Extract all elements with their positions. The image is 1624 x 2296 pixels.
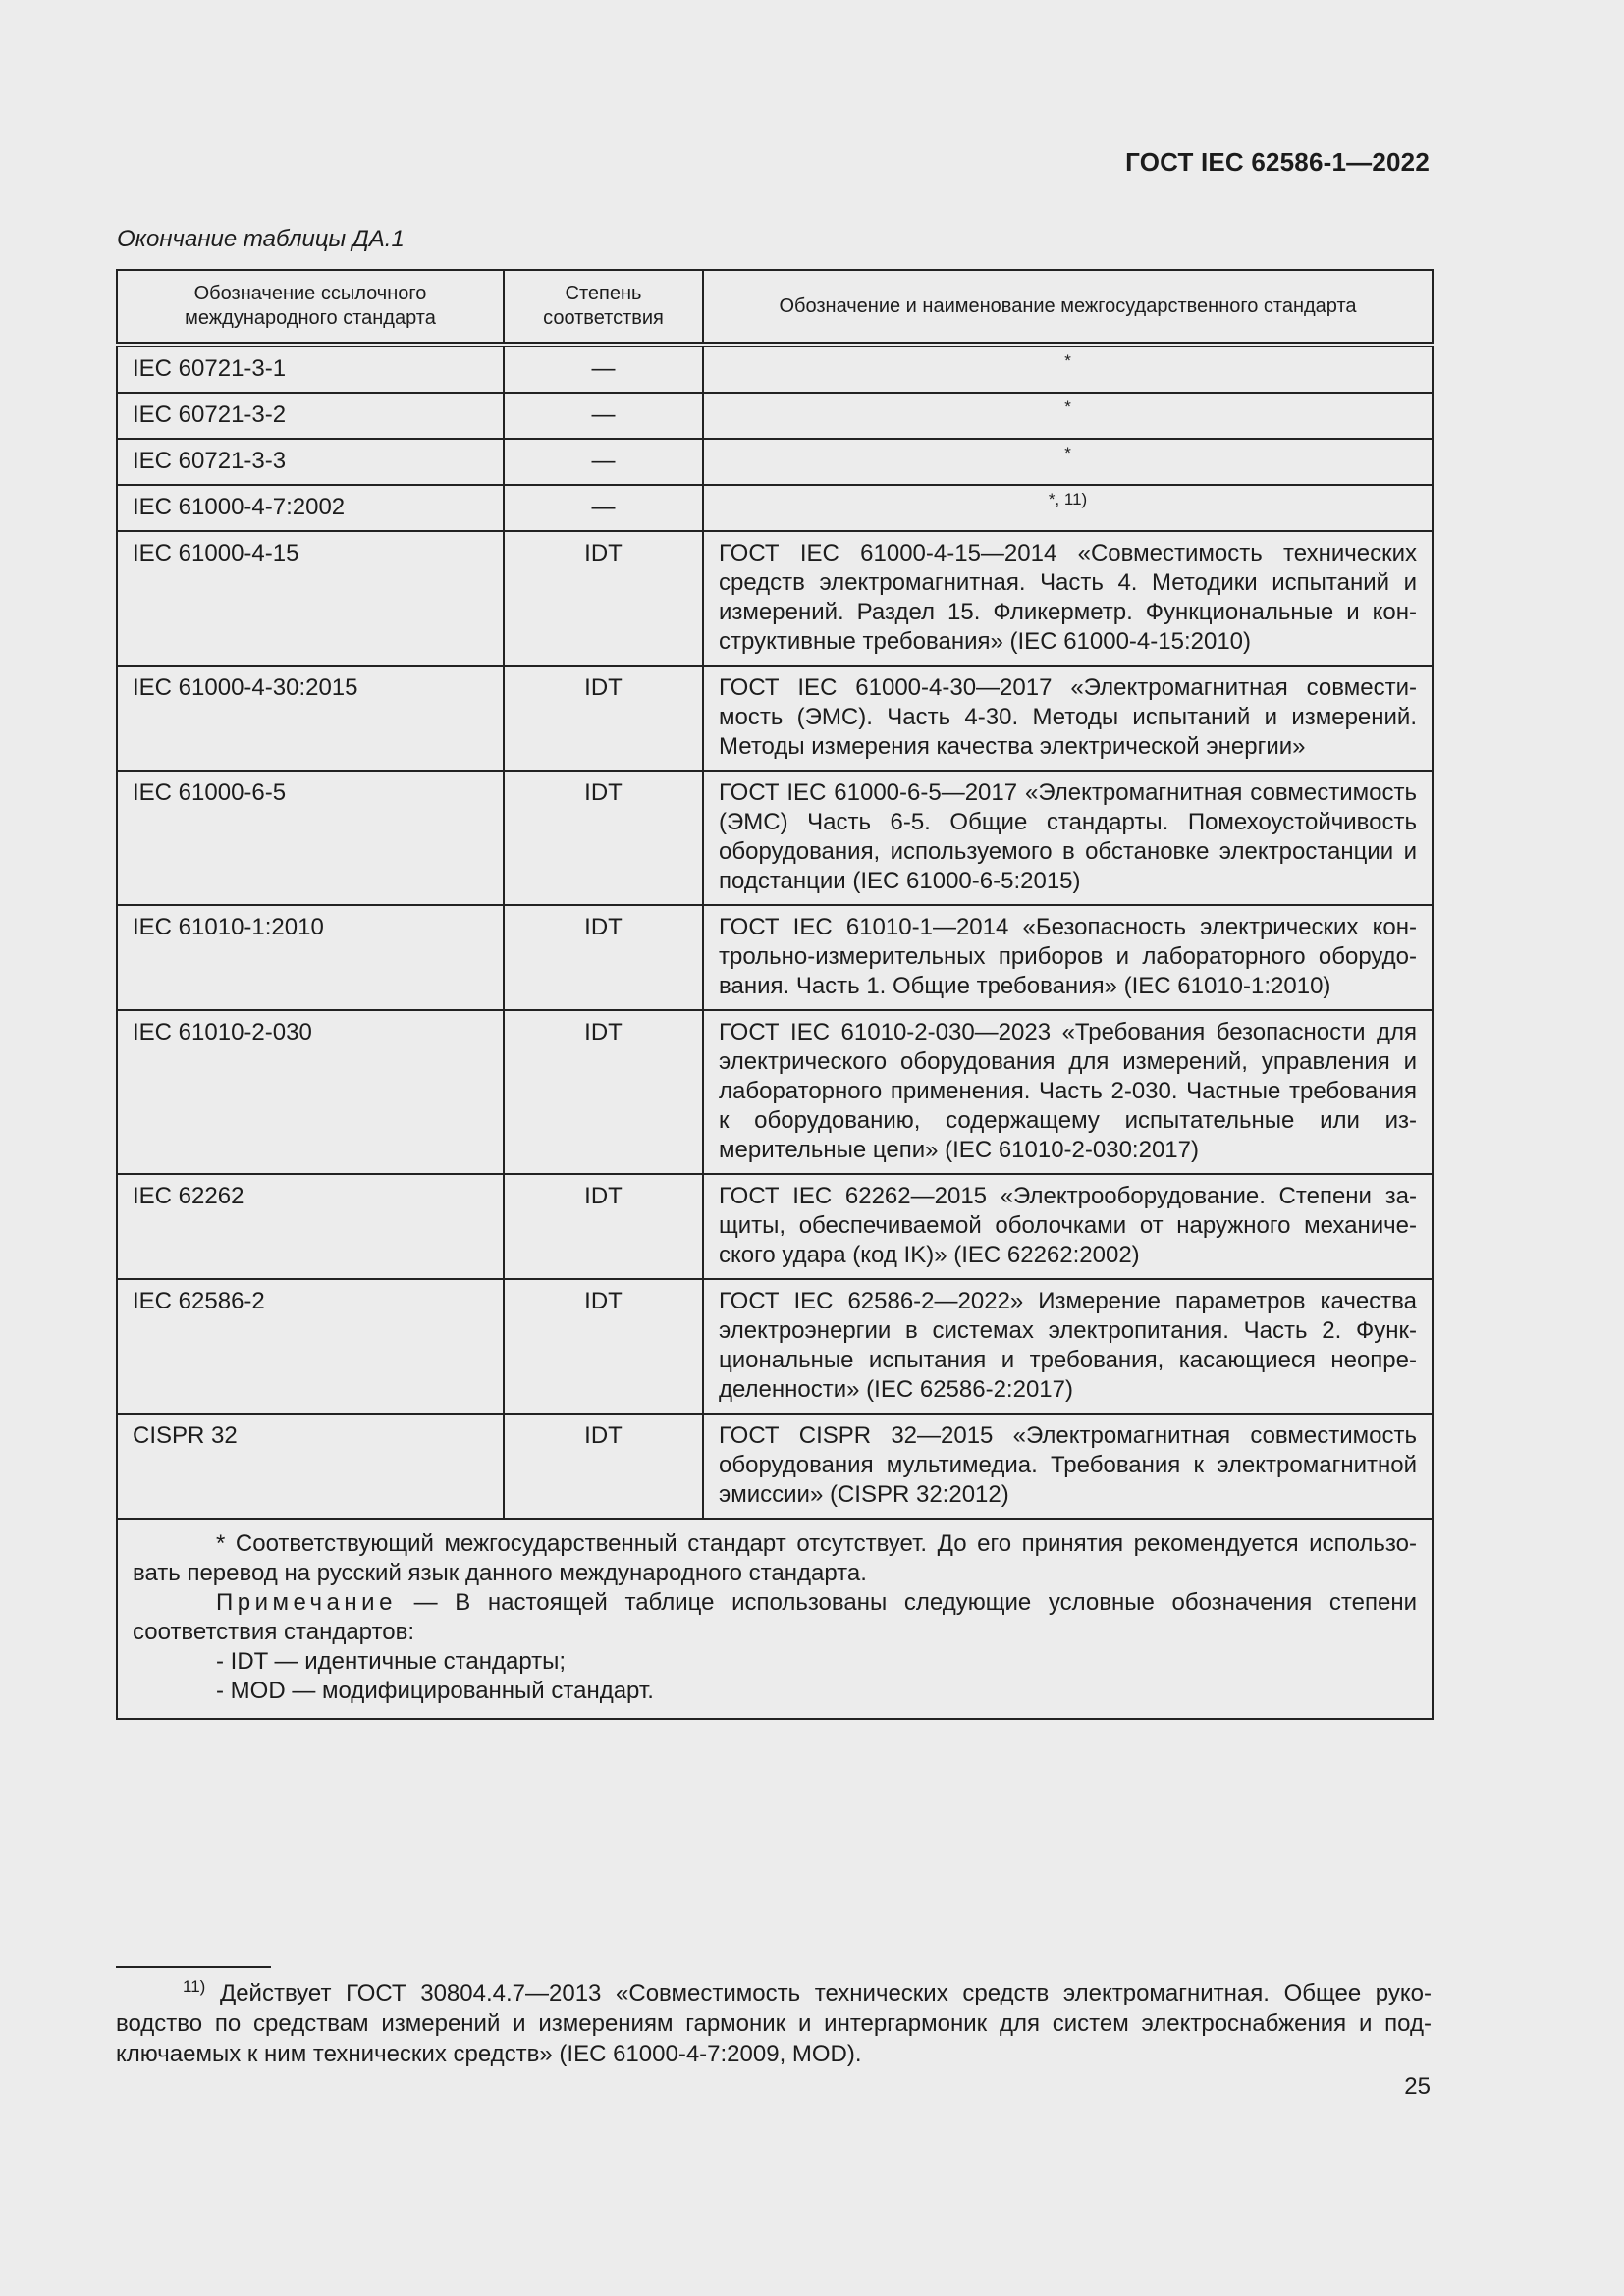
table-row [117,1414,1433,1519]
table-caption: Окончание таблицы ДА.1 [117,226,405,252]
ref-cell: IEC 62262 [117,1174,504,1279]
degree-cell: IDT [504,905,703,1010]
ref-cell: IEC 61010-1:2010 [117,905,504,1010]
degree-cell: — [504,393,703,439]
degree-cell: — [504,345,703,393]
table-row [117,531,1433,666]
table-row [117,666,1433,771]
ref-cell: IEC 61000-4-15 [117,531,504,666]
degree-cell: — [504,485,703,531]
table-row [117,393,1433,439]
table-row [117,1279,1433,1414]
name-cell: ГОСТ IEC 61000-6-5—2017 «Электромагнитная совместимость (ЭМС) Часть 6-5. Общие стандарты. Помехоустойчивость оборудования, используемого в обстановке электростанции и подстанции (IEC 61000-6-5:2015) [703,771,1433,905]
table-header-row [117,270,1433,345]
name-cell: ГОСТ IEC 62262—2015 «Электрооборудование. Степени защиты, обеспечиваемой оболочками от наружного механического удара (код IK)» (IEC 62262:2002) [703,1174,1433,1279]
ref-cell: IEC 61000-4-30:2015 [117,666,504,771]
note-list-item: - MOD — модифицированный стандарт. [216,1678,654,1704]
note-text: — В настоящей таблице использованы следующие условные обозначения степени соответствия стандартов: [133,1589,1417,1645]
table-notes-row [117,1519,1433,1719]
table-row [117,905,1433,1010]
name-cell: ГОСТ IEC 62586-2—2022» Измерение параметров качества электроэнергии в системах электропитания. Часть 2. Функциональные испытания и требования, касающиеся неопределенности» (IEC 62586-2:2017) [703,1279,1433,1414]
name-cell: * [703,345,1433,393]
degree-cell: IDT [504,1279,703,1414]
name-cell: ГОСТ IEC 61010-1—2014 «Безопасность электрических контрольно-измерительных приборов и лабораторного оборудования. Часть 1. Общие требования» (IEC 61010-1:2010) [703,905,1433,1010]
page-number: 25 [1404,2073,1431,2100]
ref-cell: IEC 62586-2 [117,1279,504,1414]
header-ref-standard: Обозначение ссылочного международного стандарта [117,270,504,345]
document-code: ГОСТ IEC 62586-1—2022 [1125,147,1430,177]
ref-cell: IEC 61010-2-030 [117,1010,504,1174]
name-cell: * [703,439,1433,485]
table-row [117,771,1433,905]
standards-table [116,269,1434,1720]
table-notes [117,1519,1433,1719]
name-cell: ГОСТ IEC 61000-4-30—2017 «Электромагнитная совместимость (ЭМС). Часть 4-30. Методы испытаний и измерений. Методы измерения качества электрической энергии» [703,666,1433,771]
ref-cell: IEC 61000-6-5 [117,771,504,905]
name-cell: * [703,393,1433,439]
asterisk-note: * Соответствующий межгосударственный стандарт отсутствует. До его принятия рекомендуется использовать перевод на русский язык данного международного стандарта. [133,1530,1417,1586]
footnote-marker: 11) [183,1977,206,1996]
name-cell: ГОСТ IEC 61000-4-15—2014 «Совместимость технических средств электромагнитная. Часть 4. Методики испытаний и измерений. Раздел 15. Фликерметр. Функциональные и конструктивные требования» (IEC 61000-4-15:2010) [703,531,1433,666]
ref-cell: IEC 60721-3-1 [117,345,504,393]
table-row [117,439,1433,485]
degree-cell: IDT [504,1414,703,1519]
header-interstate-standard: Обозначение и наименование межгосударственного стандарта [703,270,1433,345]
note-list-item: - IDT — идентичные стандарты; [216,1648,567,1675]
footnote [116,1971,1432,2069]
name-cell: ГОСТ CISPR 32—2015 «Электромагнитная совместимость оборудования мультимедиа. Требования к электромагнитной эмиссии» (CISPR 32:2012) [703,1414,1433,1519]
footnote-divider [116,1966,271,1968]
degree-cell: — [504,439,703,485]
table-row [117,485,1433,531]
header-degree: Степень соответствия [504,270,703,345]
ref-cell: IEC 61000-4-7:2002 [117,485,504,531]
ref-cell: IEC 60721-3-3 [117,439,504,485]
degree-cell: IDT [504,666,703,771]
note-paragraph [133,1588,1417,1647]
degree-cell: IDT [504,1010,703,1174]
name-cell: *, 11) [703,485,1433,531]
name-cell: ГОСТ IEC 61010-2-030—2023 «Требования безопасности для электрического оборудования для измерений, управления и лабораторного применения. Часть 2-030. Частные требования к оборудованию, содержащему испытательные или измерительные цепи» (IEC 61010-2-030:2017) [703,1010,1433,1174]
note-label: Примечание [216,1589,397,1616]
table-row [117,345,1433,393]
ref-cell: CISPR 32 [117,1414,504,1519]
ref-cell: IEC 60721-3-2 [117,393,504,439]
table-row [117,1010,1433,1174]
table-row [117,1174,1433,1279]
degree-cell: IDT [504,1174,703,1279]
footnote-text: Действует ГОСТ 30804.4.7—2013 «Совместимость технических средств электромагнитная. Общее руководство по средствам измерений и измерениям гармоник и интергармоник для систем электроснабжения и подключаемых к ним технических средств» (IEC 61000-4-7:2009, MOD). [116,1980,1432,2067]
degree-cell: IDT [504,771,703,905]
degree-cell: IDT [504,531,703,666]
